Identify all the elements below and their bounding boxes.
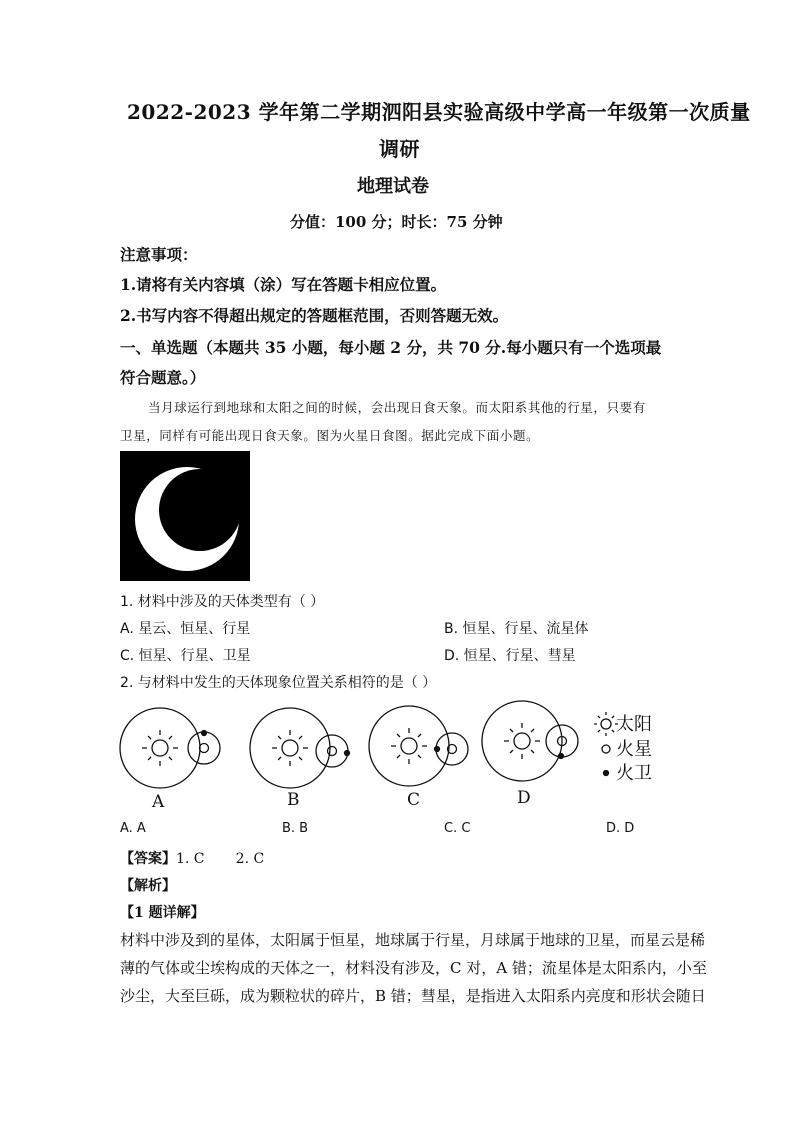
analysis-line-2: 薄的气体或尘埃构成的天体之一，材料没有涉及，C 对，A 错；流星体是太阳系内，小至 <box>120 959 707 977</box>
q2-option-d[interactable]: D. D <box>606 821 635 836</box>
sun-icon <box>504 723 540 759</box>
legend-label-mars: 火星 <box>616 739 652 760</box>
analysis-line-1: 材料中涉及到的星体，太阳属于恒星，地球属于行星，月球属于地球的卫星，而星云是稀 <box>120 931 706 949</box>
note-item-1: 1.请将有关内容填（涂）写在答题卡相应位置。 <box>120 275 447 294</box>
notes-heading: 注意事项： <box>120 245 198 264</box>
diagram-d <box>482 701 578 781</box>
diagram-c <box>369 706 468 786</box>
legend-label-moon: 火卫 <box>616 763 652 784</box>
legend-sun-icon <box>594 712 618 736</box>
diagram-label-a: A <box>152 792 165 812</box>
material-line2: 卫星，同样有可能出现日食天象。图为火星日食图。据此完成下面小题。 <box>120 428 540 443</box>
analysis-line-3: 沙尘，大至巨砾，成为颗粒状的碎片，B 错；彗星，是指进入太阳系内亮度和形状会随日 <box>120 987 706 1005</box>
note-item-2: 2.书写内容不得超出规定的答题框范围，否则答题无效。 <box>120 306 509 325</box>
exam-title-line2: 调研 <box>379 137 420 161</box>
answer-row <box>120 848 264 868</box>
q1-option-a[interactable]: A. 星云、恒星、行星 <box>120 621 251 637</box>
legend-moon-icon <box>604 771 609 776</box>
section-heading-line1: 一、单选题（本题共 35 小题，每小题 2 分，共 70 分.每小题只有一个选项最 <box>120 338 662 357</box>
q1-option-b[interactable]: B. 恒星、行星、流星体 <box>444 621 589 637</box>
q1-stem: 1. 材料中涉及的天体类型有（ ） <box>120 594 325 610</box>
section-heading-line2: 符合题意。） <box>120 368 206 387</box>
diagram-a <box>120 708 220 788</box>
q2-option-a[interactable]: A. A <box>120 821 146 836</box>
diagram-label-d: D <box>517 788 531 808</box>
q1-option-d[interactable]: D. 恒星、行星、彗星 <box>444 648 576 664</box>
q1-option-c[interactable]: C. 恒星、行星、卫星 <box>120 648 251 664</box>
q2-stem: 2. 与材料中发生的天体现象位置关系相符的是（ ） <box>120 675 437 691</box>
q2-option-c[interactable]: C. C <box>444 821 471 836</box>
analysis-sub-label: 【1 题详解】 <box>120 905 205 921</box>
sun-icon <box>391 728 427 764</box>
material-line1: 当月球运行到地球和太阳之间的时候，会出现日食天象。而太阳系其他的行星，只要有 <box>148 400 646 415</box>
legend-label-sun: 太阳 <box>616 714 652 735</box>
orbit-diagram <box>112 693 672 815</box>
answer-text: 1. C 2. C <box>176 851 265 867</box>
exam-title-line1: 2022-2023 学年第二学期泗阳县实验高级中学高一年级第一次质量 <box>127 100 751 124</box>
diagram-b <box>250 708 350 788</box>
q2-option-b[interactable]: B. B <box>282 821 309 836</box>
legend-mars-icon <box>602 745 610 753</box>
subject-title: 地理试卷 <box>357 176 429 197</box>
analysis-label: 【解析】 <box>120 878 176 894</box>
mars-eclipse-image <box>120 451 250 581</box>
score-time: 分值：100 分；时长：75 分钟 <box>290 213 503 231</box>
answer-label: 【答案】 <box>120 851 176 867</box>
sun-icon <box>142 730 178 766</box>
sun-icon <box>272 730 308 766</box>
diagram-label-c: C <box>407 790 421 810</box>
diagram-label-b: B <box>287 790 300 810</box>
